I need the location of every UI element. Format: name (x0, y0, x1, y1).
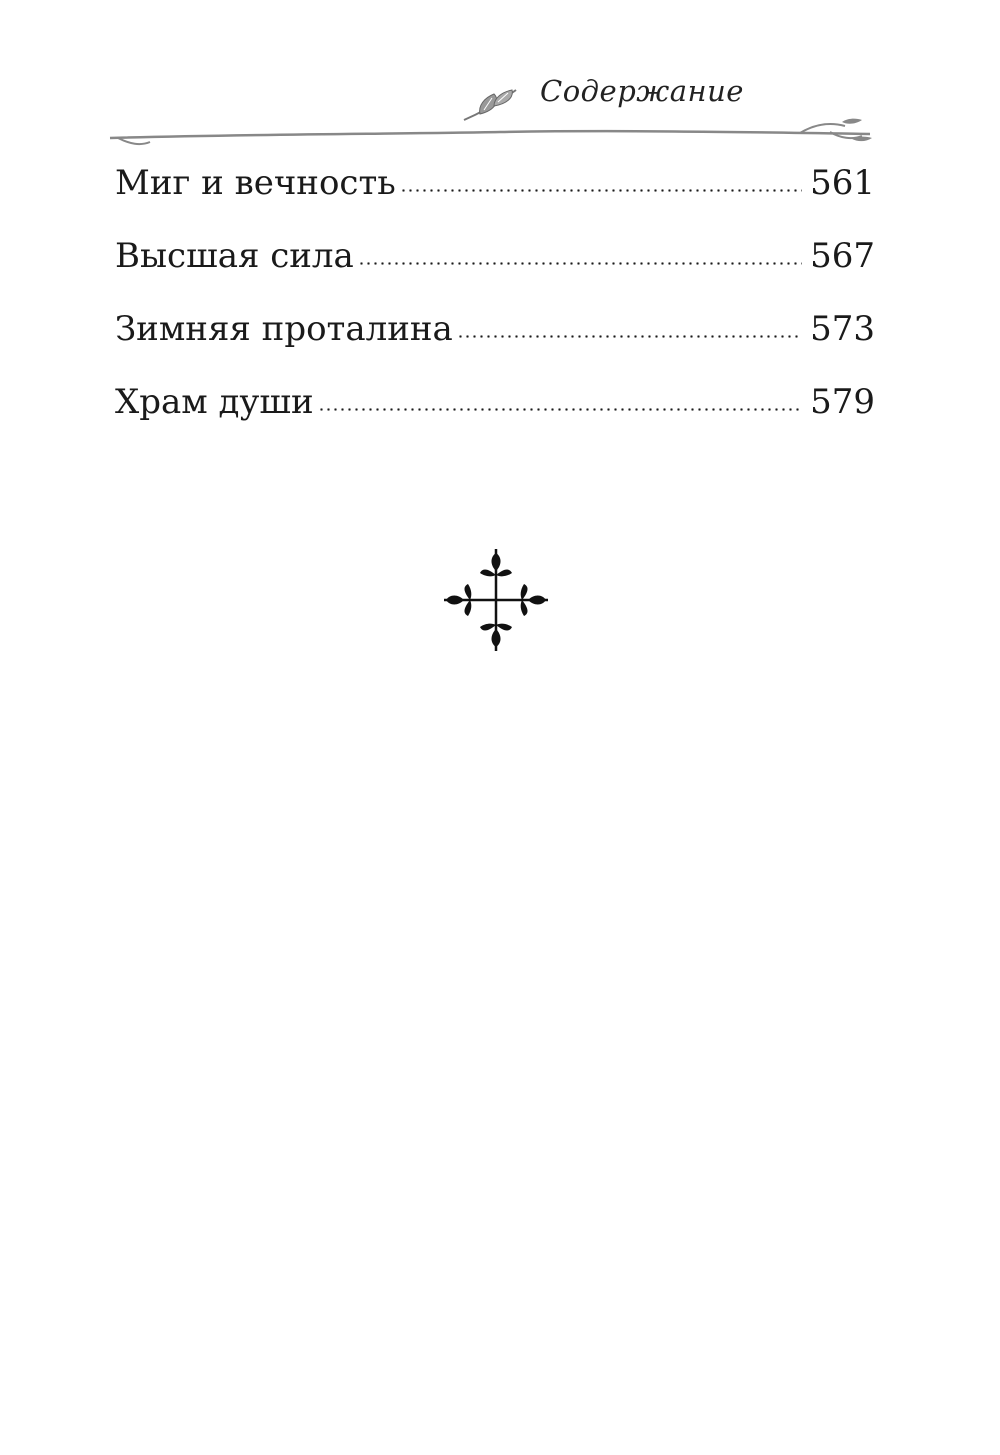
toc-dot-leader (318, 408, 802, 411)
toc-dot-leader (358, 262, 802, 265)
toc-entry-page: 561 (810, 163, 875, 203)
toc-entry[interactable] (115, 163, 875, 236)
page-header-title: Содержание (540, 74, 744, 108)
toc-entry[interactable] (115, 236, 875, 309)
toc-entry-page: 579 (810, 382, 875, 422)
toc-entry-title: Миг и вечность (115, 163, 396, 203)
header-vine-rule (100, 112, 880, 152)
toc-entry-page: 567 (810, 236, 875, 276)
table-of-contents (115, 163, 875, 455)
toc-entry-title: Храм души (115, 382, 314, 422)
running-header (0, 0, 1000, 160)
toc-entry-page: 573 (810, 309, 875, 349)
toc-dot-leader (400, 189, 802, 192)
toc-entry[interactable] (115, 382, 875, 455)
toc-entry-title: Высшая сила (115, 236, 354, 276)
floral-cross-ornament-icon (440, 545, 552, 655)
toc-dot-leader (457, 335, 802, 338)
toc-entry-title: Зимняя проталина (115, 309, 453, 349)
toc-entry[interactable] (115, 309, 875, 382)
